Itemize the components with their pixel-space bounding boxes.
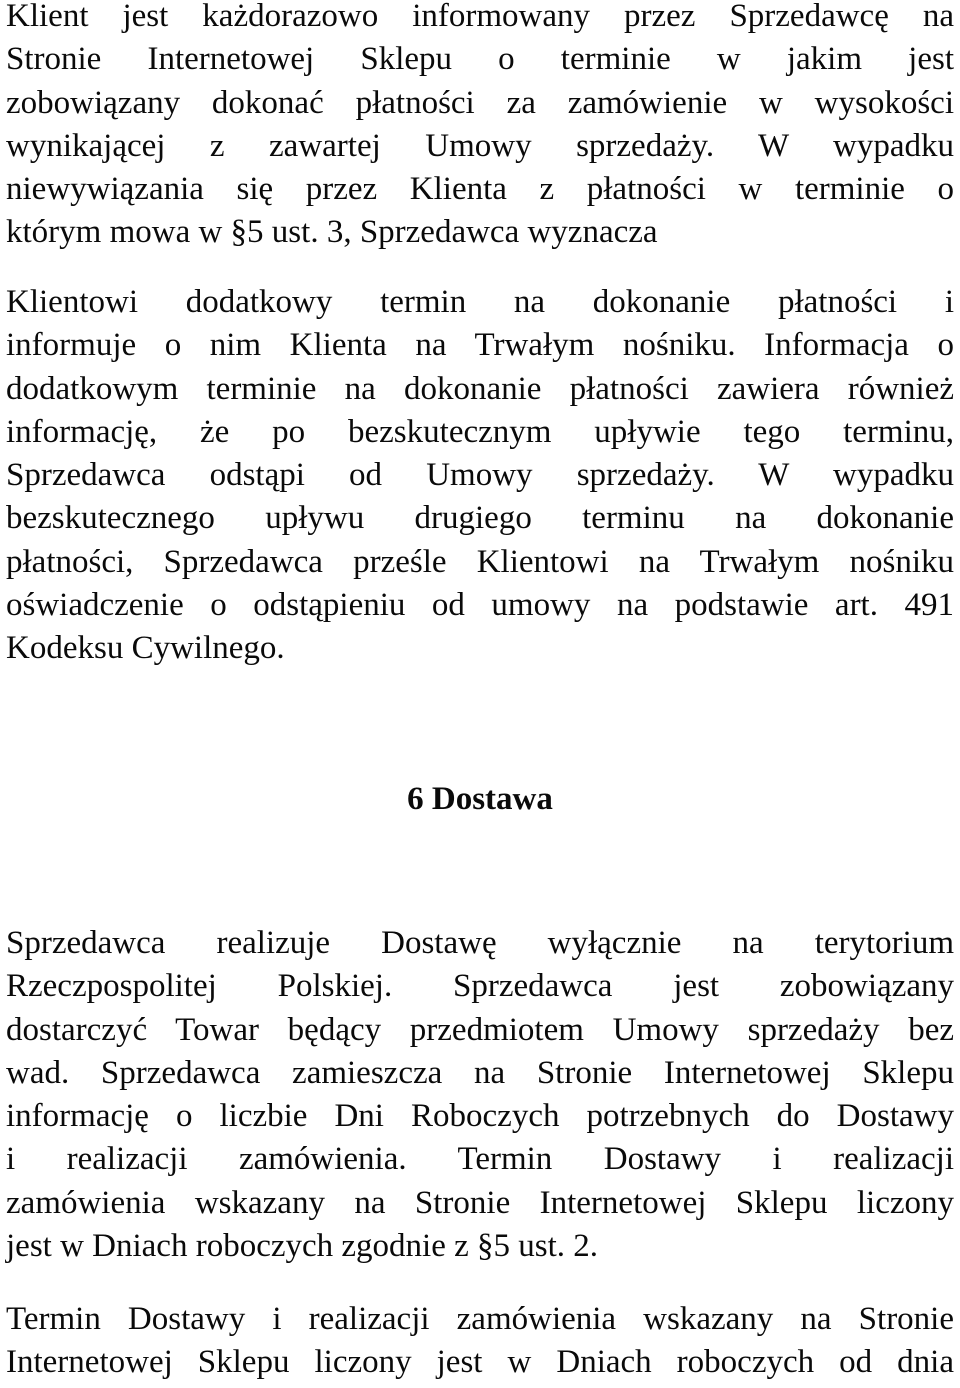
text-line: bezskutecznego upływu drugiego terminu na dokonanie (6, 500, 954, 537)
text-line: Sprzedawca odstąpi od Umowy sprzedaży. W wypadku (6, 457, 954, 494)
paragraph-delivery-term (6, 1298, 954, 1385)
text-line: płatności, Sprzedawca prześle Klientowi na Trwałym nośniku (6, 543, 954, 580)
text-line: informację o liczbie Dni Roboczych potrzebnych do Dostawy (6, 1098, 954, 1135)
text-line: Internetowej Sklepu liczony jest w Dniach roboczych od dnia (6, 1344, 954, 1381)
text-line: dodatkowym terminie na dokonanie płatności zawiera również (6, 370, 954, 407)
text-line: zamówienia wskazany na Stronie Internetowej Sklepu liczony (6, 1184, 954, 1221)
text-line: zobowiązany dokonać płatności za zamówienie w wysokości (6, 84, 954, 121)
text-line: Rzeczpospolitej Polskiej. Sprzedawca jest zobowiązany (6, 968, 954, 1005)
text-line: Kodeksu Cywilnego. (6, 630, 285, 667)
paragraph-delivery (6, 922, 954, 1268)
text-line: dostarczyć Towar będący przedmiotem Umowy sprzedaży bez (6, 1011, 954, 1048)
section-heading: 6 Dostawa (407, 781, 553, 817)
paragraph-additional-term (6, 281, 954, 671)
text-line: Klientowi dodatkowy termin na dokonanie płatności i (6, 284, 954, 320)
text-line: którym mowa w §5 ust. 3, Sprzedawca wyznacza (6, 214, 658, 251)
text-line: i realizacji zamówienia. Termin Dostawy i realizacji (6, 1141, 954, 1178)
paragraph-payment-deadline (6, 0, 954, 255)
text-line: informację, że po bezskutecznym upływie tego terminu, (6, 413, 954, 450)
text-line: Stronie Internetowej Sklepu o terminie w jakim jest (6, 41, 954, 78)
text-line: niewywiązania się przez Klienta z płatności w terminie o (6, 171, 954, 208)
text-line: oświadczenie o odstąpieniu od umowy na podstawie art. 491 (6, 587, 954, 624)
text-line: wad. Sprzedawca zamieszcza na Stronie Internetowej Sklepu (6, 1054, 954, 1091)
text-line: Termin Dostawy i realizacji zamówienia wskazany na Stronie (6, 1301, 954, 1337)
text-line: wynikającej z zawartej Umowy sprzedaży. W wypadku (6, 127, 954, 164)
text-line: Sprzedawca realizuje Dostawę wyłącznie na terytorium (6, 925, 954, 961)
text-line: jest w Dniach roboczych zgodnie z §5 ust. 2. (6, 1228, 599, 1265)
text-line: informuje o nim Klienta na Trwałym nośniku. Informacja o (6, 327, 954, 364)
text-line: Klient jest każdorazowo informowany przez Sprzedawcę na (6, 0, 954, 34)
